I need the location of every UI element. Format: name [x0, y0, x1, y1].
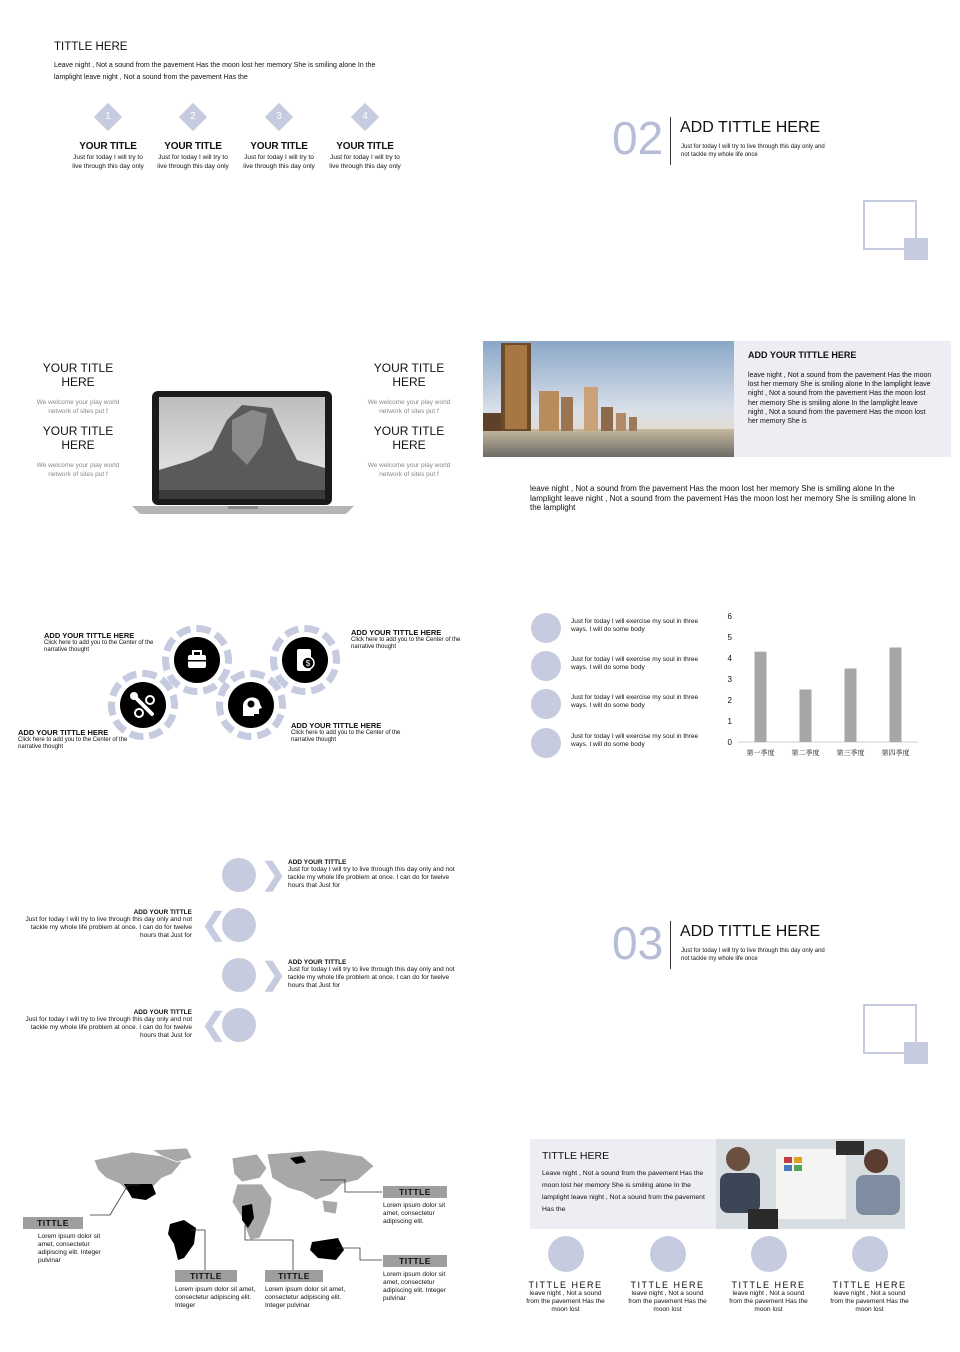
- slide-title: TITTLE HERE: [54, 41, 128, 53]
- compass-icon: [548, 1236, 584, 1272]
- section-number: 03: [612, 917, 664, 969]
- map-tag-2: [175, 1270, 265, 1310]
- item-title: YOUR TITLE HERE: [42, 424, 114, 452]
- x-tick-label: 第三季度: [836, 749, 865, 757]
- label-title: ADD YOUR TITTLE HERE: [351, 628, 442, 637]
- item-title: YOUR TITLE HERE: [373, 424, 445, 452]
- label-text: Click here to add you to the Center of the narrative thought: [291, 730, 401, 743]
- laptop-item-3: [357, 361, 461, 416]
- gear-label-1: [44, 631, 174, 654]
- section-title: ADD TITTLE HERE: [680, 923, 821, 940]
- item-title: ADD YOUR TITTLE: [133, 909, 192, 916]
- timeline-item-4: [22, 1009, 192, 1040]
- tag-text: Lorem ipsum dolor sit amet, consectetur adipiscing elit. Integer pulvinar: [265, 1286, 346, 1309]
- city-title: ADD YOUR TITTLE HERE: [748, 350, 857, 360]
- step-number: 1: [105, 111, 111, 122]
- growth-chart-icon: [222, 958, 256, 992]
- y-tick-label: 3: [727, 675, 732, 684]
- team-item-3: [721, 1236, 816, 1314]
- slide-body: Leave night , Not a sound from the pavement Has the moon lost her memory She is smiling alone In the lamplight leave night , Not a sound from the pavement Has the: [54, 62, 376, 81]
- gear-center-2: [120, 682, 166, 728]
- y-tick-label: 1: [727, 717, 732, 726]
- bar: [800, 690, 812, 743]
- map-tag-4: [383, 1186, 453, 1226]
- target-icon: [531, 689, 561, 719]
- section-sub: Just for today I will try to live through this day only and not tackle my whole life once: [681, 144, 825, 158]
- settings-hand-icon: [531, 613, 561, 643]
- team-item-1: [518, 1236, 613, 1314]
- step-number: 4: [362, 111, 368, 122]
- timeline-item-3: [288, 959, 460, 990]
- item-title: TITTLE HERE: [630, 1280, 705, 1290]
- item-title: ADD YOUR TITTLE: [288, 859, 347, 866]
- item-title: ADD YOUR TITTLE: [288, 959, 347, 966]
- tag-text: Lorem ipsum dolor sit amet, consectetur adipiscing elit. Integer pulvinar: [38, 1233, 101, 1264]
- map-tag-3: [265, 1270, 355, 1310]
- step-title: YOUR TITLE: [164, 141, 222, 152]
- tag-label: TITTLE: [383, 1255, 447, 1267]
- gear-center-3: [228, 682, 274, 728]
- item-title: YOUR TITLE HERE: [373, 361, 445, 389]
- money-phone-icon: [282, 637, 328, 683]
- y-tick-label: 0: [727, 738, 732, 747]
- item-title: TITTLE HERE: [832, 1280, 907, 1290]
- y-tick-label: 6: [727, 612, 732, 621]
- item-text: Just for today I will try to live through this day only and not tackle my whole life problem at once. I can do for twelve hours that Just for: [288, 866, 455, 889]
- y-tick-label: 2: [727, 696, 732, 705]
- divider: [670, 117, 671, 165]
- team-photo: [716, 1139, 905, 1229]
- list-text: Just for today I will exercise my soul in three ways. I will do some body: [571, 733, 699, 748]
- gear-center-1: [174, 637, 220, 683]
- step-text: Just for today I will try to live through this day only: [329, 154, 401, 170]
- item-title: TITTLE HERE: [731, 1280, 806, 1290]
- add-user-icon: [222, 908, 256, 942]
- step-text: Just for today I will try to live through this day only: [243, 154, 315, 170]
- label-title: ADD YOUR TITTLE HERE: [44, 631, 135, 640]
- gear-center-4: [282, 637, 328, 683]
- wrench-gear-icon: [120, 682, 166, 728]
- label-text: Click here to add you to the Center of the narrative thought: [351, 637, 461, 650]
- item-text: We welcome your play world network of sites put f: [367, 462, 451, 478]
- laptop-item-2: [26, 424, 130, 479]
- head-gear-icon: [228, 682, 274, 728]
- city-caption: leave night , Not a sound from the pavement Has the moon lost her memory She is smiling alone In the lamplight leave night , Not a sound from the pavement Has the moon lost her memory She is smiling alone In the lamplight: [530, 484, 916, 512]
- item-text: We welcome your play world network of sites put f: [36, 399, 120, 415]
- team-item-4: [822, 1236, 917, 1314]
- city-body: leave night , Not a sound from the pavement Has the moon lost her memory She is smiling alone In the lamplight leave night , Not a sound from the pavement Has the moon lost her memory She is smiling alone In the lamplight leave night , Not a sound from the pavement Has the moon lost her memory She is: [748, 372, 932, 426]
- label-title: ADD YOUR TITTLE HERE: [18, 728, 109, 737]
- document-search-icon: [222, 858, 256, 892]
- tag-text: Lorem ipsum dolor sit amet, consectetur adipiscing elit. Integer pulvinar: [383, 1271, 446, 1302]
- x-tick-label: 第二季度: [791, 749, 820, 757]
- section-sub: Just for today I will try to live through this day only and not tackle my whole life once: [681, 948, 825, 962]
- x-tick-label: 第一季度: [746, 749, 775, 757]
- item-title: ADD YOUR TITTLE: [133, 1009, 192, 1016]
- label-text: Click here to add you to the Center of the narrative thought: [18, 737, 128, 750]
- item-text: leave night , Not a sound from the pavement Has the moon lost: [628, 1290, 707, 1313]
- laptop-image: [132, 390, 354, 516]
- tag-label: TITTLE: [383, 1186, 447, 1198]
- tag-label: TITTLE: [175, 1270, 237, 1282]
- deco-square-fill: [904, 238, 928, 260]
- tag-label: TITTLE: [265, 1270, 323, 1282]
- step-text: Just for today I will try to live through this day only: [157, 154, 229, 170]
- item-text: We welcome your play world network of sites put f: [367, 399, 451, 415]
- team-item-2: [620, 1236, 715, 1314]
- map-tag-1: [23, 1217, 115, 1265]
- step-title: YOUR TITLE: [79, 141, 137, 152]
- chevron-right-icon: ❯: [261, 958, 287, 991]
- gear-label-2: [351, 628, 481, 651]
- tag-text: Lorem ipsum dolor sit amet, consectetur adipiscing elit. Integer: [175, 1286, 256, 1309]
- step-title: YOUR TITLE: [336, 141, 394, 152]
- step-title: YOUR TITLE: [250, 141, 308, 152]
- section-number: 02: [612, 112, 664, 164]
- tag-label: TITTLE: [23, 1217, 83, 1229]
- laptop-item-1: [26, 361, 130, 416]
- item-text: Just for today I will try to live through this day only and not tackle my whole life problem at once. I can do for twelve hours that Just for: [25, 916, 192, 939]
- item-text: Just for today I will try to live through this day only and not tackle my whole life problem at once. I can do for twelve hours that Just for: [288, 966, 455, 989]
- chevron-left-icon: ❮: [201, 1008, 227, 1041]
- item-text: leave night , Not a sound from the pavement Has the moon lost: [526, 1290, 605, 1313]
- deco-square-fill: [904, 1042, 928, 1064]
- team-title: TITTLE HERE: [542, 1150, 610, 1162]
- timeline-item-1: [288, 859, 460, 890]
- item-text: Just for today I will try to live through this day only and not tackle my whole life problem at once. I can do for twelve hours that Just for: [25, 1016, 192, 1039]
- chevron-right-icon: ❯: [261, 858, 287, 891]
- list-text: Just for today I will exercise my soul in three ways. I will do some body: [571, 656, 699, 671]
- step-2: [143, 103, 243, 171]
- timeline-item-2: [22, 909, 192, 940]
- map-tag-5: [383, 1255, 453, 1303]
- bar: [755, 652, 767, 742]
- gear-label-4: [291, 721, 421, 744]
- city-photo: [483, 341, 734, 457]
- svg-text:$: $: [305, 659, 311, 668]
- step-4: [315, 103, 415, 171]
- gear-label-3: [18, 728, 148, 751]
- list-text: Just for today I will exercise my soul in three ways. I will do some body: [571, 618, 699, 633]
- item-text: leave night , Not a sound from the pavement Has the moon lost: [729, 1290, 808, 1313]
- item-text: leave night , Not a sound from the pavement Has the moon lost: [830, 1290, 909, 1313]
- pencil-note-icon: [650, 1236, 686, 1272]
- label-title: ADD YOUR TITTLE HERE: [291, 721, 382, 730]
- shield-icon: [751, 1236, 787, 1272]
- item-title: TITTLE HERE: [528, 1280, 603, 1290]
- bar: [890, 648, 902, 743]
- search-icon: [531, 728, 561, 758]
- laptop-item-4: [357, 424, 461, 479]
- document-icon: [222, 1008, 256, 1042]
- step-3: [229, 103, 329, 171]
- browser-icon: [531, 651, 561, 681]
- step-number: 2: [190, 111, 196, 122]
- bar-chart: [718, 606, 924, 762]
- y-tick-label: 5: [727, 633, 732, 642]
- label-text: Click here to add you to the Center of the narrative thought: [44, 640, 154, 653]
- list-text: Just for today I will exercise my soul in three ways. I will do some body: [571, 694, 699, 709]
- section-title: ADD TITTLE HERE: [680, 119, 821, 136]
- x-tick-label: 第四季度: [881, 749, 910, 757]
- chevron-left-icon: ❮: [201, 908, 227, 941]
- bar: [845, 669, 857, 743]
- divider: [670, 921, 671, 969]
- tag-text: Lorem ipsum dolor sit amet, consectetur adipiscing elit.: [383, 1202, 446, 1225]
- y-tick-label: 4: [727, 654, 732, 663]
- step-number: 3: [276, 111, 282, 122]
- team-body: Leave night , Not a sound from the pavement Has the moon lost her memory She is smiling alone In the lamplight leave night , Not a sound from the pavement Has the: [542, 1170, 705, 1213]
- step-text: Just for today I will try to live through this day only: [72, 154, 144, 170]
- briefcase-icon: [174, 637, 220, 683]
- clock-icon: [852, 1236, 888, 1272]
- item-title: YOUR TITLE HERE: [42, 361, 114, 389]
- item-text: We welcome your play world network of sites put f: [36, 462, 120, 478]
